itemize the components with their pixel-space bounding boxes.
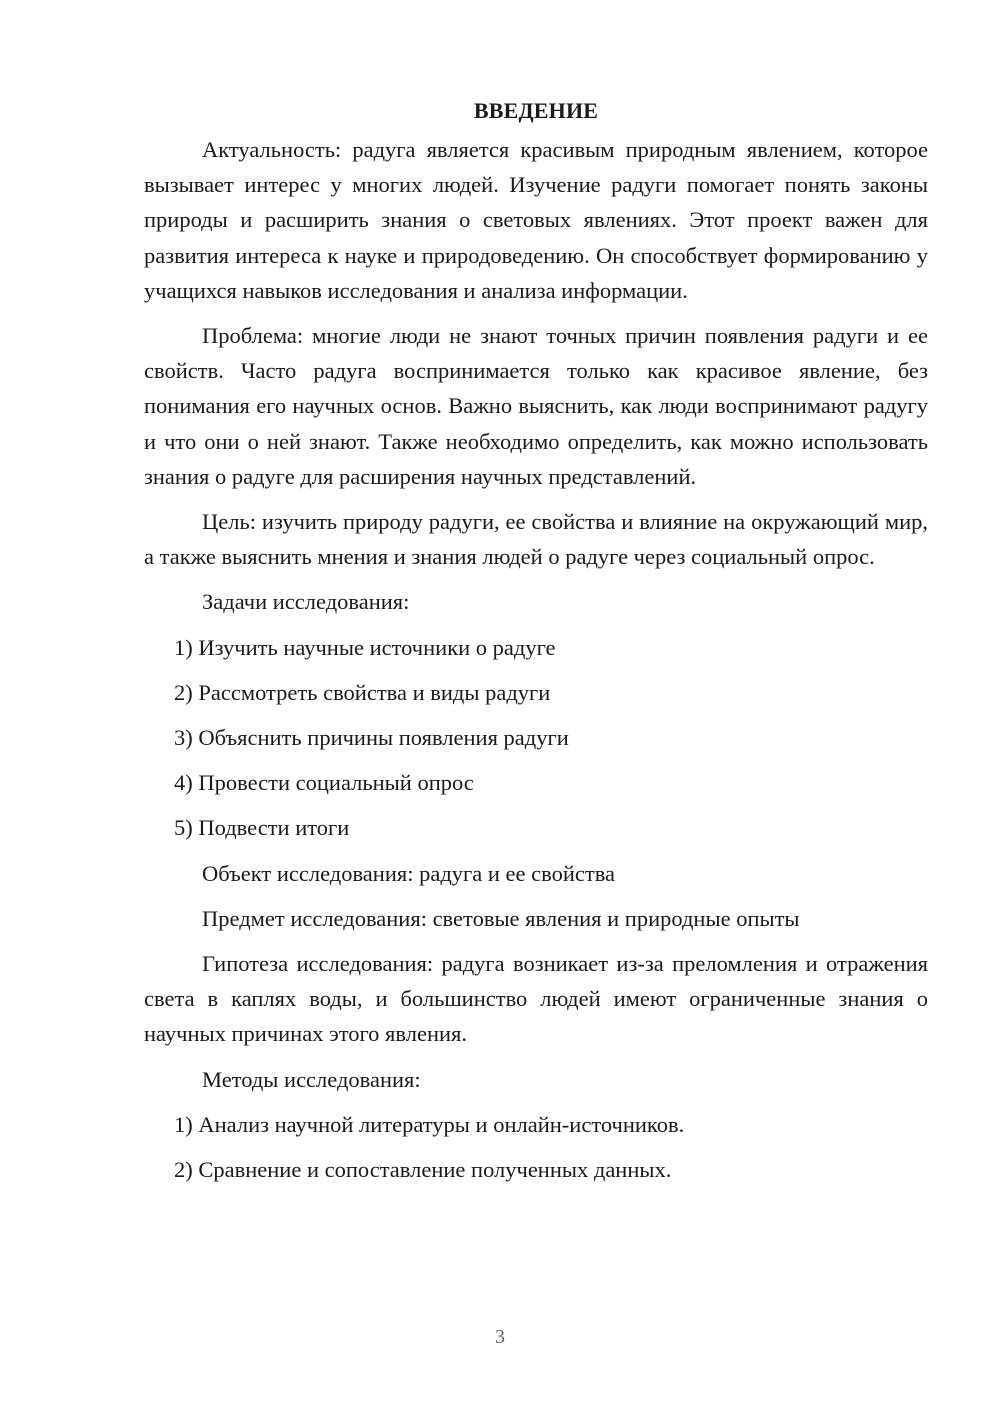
research-subject: Предмет исследования: световые явления и природные опыты [202, 905, 800, 931]
problem-paragraph: Проблема: многие люди не знают точных причин появления радуги и ее свойств. Часто радуга воспринимается только как красивое явление, без понимания его научных основ. Важно выяснить, как люди воспринимают радугу и что они о ней знают. Также необходимо определить, как можно использовать знания о радуге для расширения научных представлений. [144, 323, 928, 489]
task-item: 5) Подвести итоги [174, 815, 350, 841]
methods-heading: Методы исследования: [202, 1066, 421, 1092]
document-page [144, 90, 928, 1197]
hypothesis-paragraph: Гипотеза исследования: радуга возникает из-за преломления и отражения света в каплях воды, и большинство людей имеют ограниченные знания о научных причинах этого явления. [144, 951, 928, 1047]
tasks-list [144, 630, 928, 846]
goal-paragraph: Цель: изучить природу радуги, ее свойства и влияние на окружающий мир, а также выяснить мнения и знания людей о радуге через социальный опрос. [144, 509, 928, 570]
method-item: 2) Сравнение и сопоставление полученных данных. [174, 1157, 672, 1183]
task-item: 1) Изучить научные источники о радуге [174, 634, 556, 660]
section-title: ВВЕДЕНИЕ [473, 98, 599, 123]
method-item: 1) Анализ научной литературы и онлайн-источников. [174, 1111, 685, 1137]
research-object: Объект исследования: радуга и ее свойства [202, 860, 616, 886]
task-item: 4) Провести социальный опрос [174, 770, 474, 796]
task-item: 3) Объяснить причины появления радуги [174, 725, 569, 751]
relevance-paragraph: Актуальность: радуга является красивым природным явлением, которое вызывает интерес у многих людей. Изучение радуги помогает понять законы природы и расширить знания о световых явлениях. Этот проект важен для развития интереса к науке и природоведению. Он способствует формированию у учащихся навыков исследования и анализа информации. [144, 137, 928, 303]
methods-list [144, 1107, 928, 1187]
page-number: 3 [495, 1326, 505, 1348]
tasks-heading: Задачи исследования: [202, 589, 410, 615]
task-item: 2) Рассмотреть свойства и виды радуги [174, 679, 551, 705]
